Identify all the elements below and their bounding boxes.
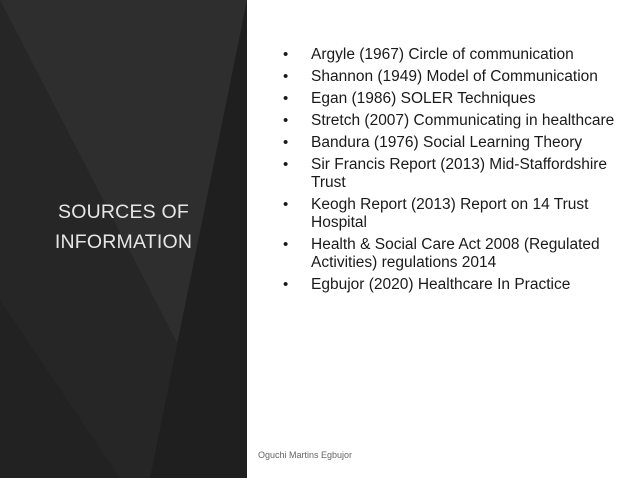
bullet-item [283,46,628,64]
bullet-dot-icon: • [283,112,289,129]
bullet-item [283,90,628,108]
bullet-text: Argyle (1967) Circle of communication [311,46,574,63]
bullet-dot-icon: • [283,196,289,213]
bullet-list [283,46,628,294]
bullet-text: Sir Francis Report (2013) Mid-Staffordshire Trust [311,156,608,191]
footer-author: Oguchi Martins Egbujor [258,450,353,460]
bullet-item [283,156,628,192]
bullet-text: Bandura (1976) Social Learning Theory [311,134,583,151]
bullet-text: Keogh Report (2013) Report on 14 Trust Hospital [311,196,589,231]
slide-title [0,197,247,257]
title-panel [0,0,247,478]
bullet-dot-icon: • [283,68,289,85]
bullet-dot-icon: • [283,276,289,293]
bullet-text: Egan (1986) SOLER Techniques [311,90,536,107]
bullet-item [283,68,628,86]
bullet-dot-icon: • [283,134,289,151]
bullet-text: Stretch (2007) Communicating in healthcare [311,112,615,129]
slide-title-line-2: INFORMATION [54,231,193,253]
bullet-dot-icon: • [283,90,289,107]
slide-title-line-1: SOURCES OF [58,201,189,223]
bullet-dot-icon: • [283,236,289,253]
bullet-dot-icon: • [283,156,289,173]
bullet-item [283,276,628,294]
bullet-item [283,236,628,272]
bullet-item [283,196,628,232]
bullet-item [283,112,628,130]
bullet-text: Shannon (1949) Model of Communication [311,68,598,85]
bullet-text: Egbujor (2020) Healthcare In Practice [311,276,571,293]
bullet-text: Health & Social Care Act 2008 (Regulated Activities) regulations 2014 [311,236,600,271]
bullet-content [283,46,628,298]
bullet-item [283,134,628,152]
bullet-dot-icon: • [283,46,289,63]
